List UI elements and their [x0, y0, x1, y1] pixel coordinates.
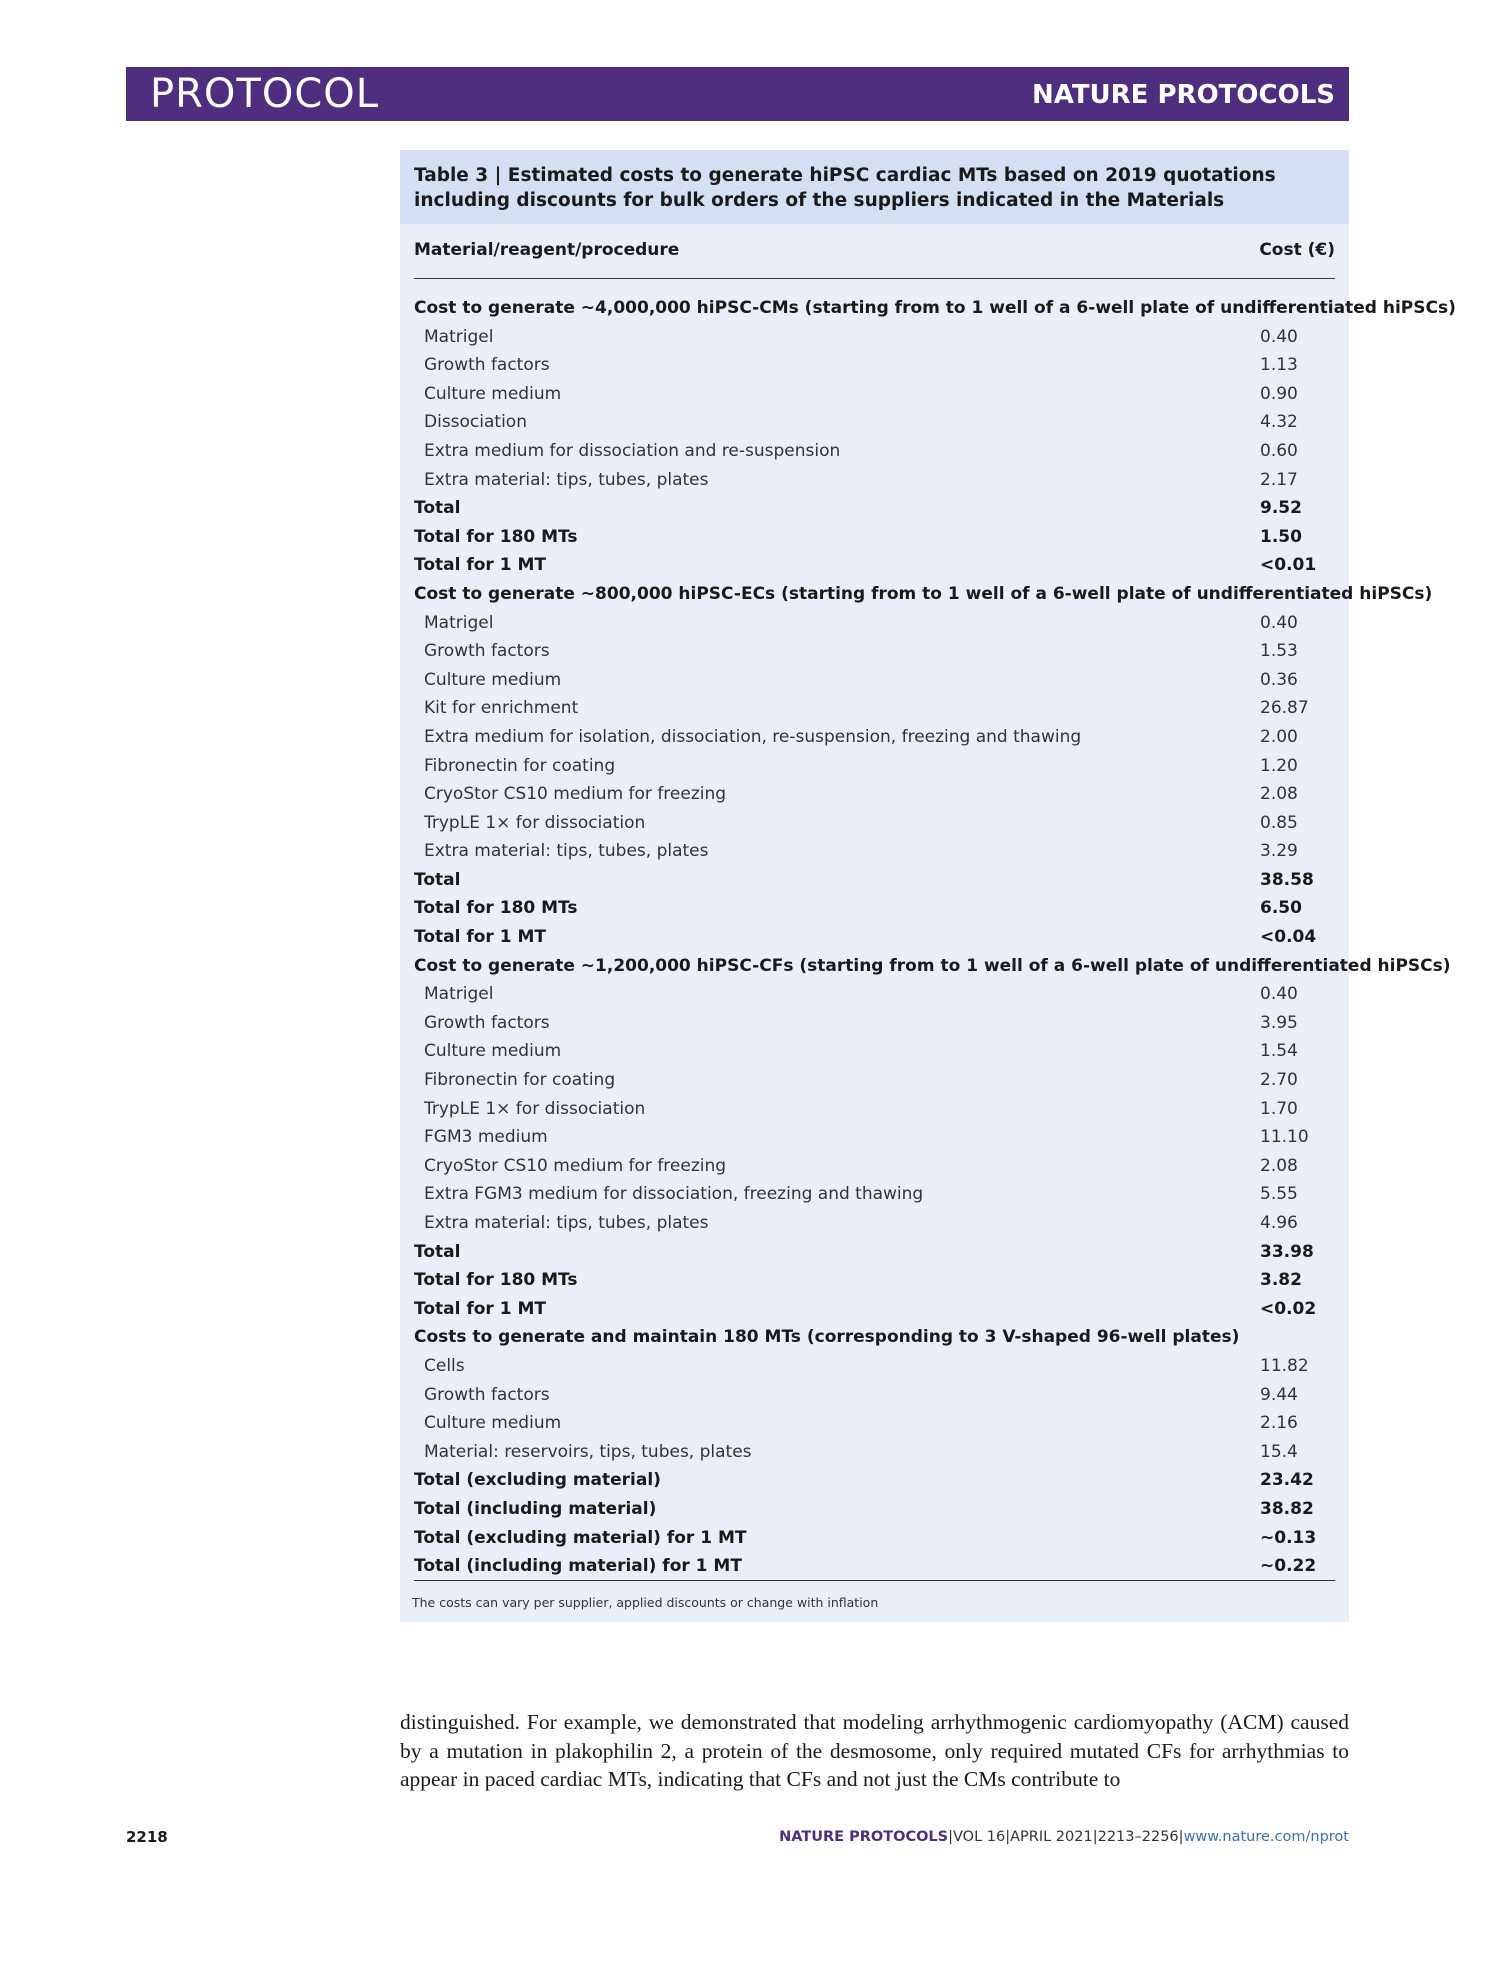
table-row: [414, 1009, 1335, 1038]
body-paragraph: distinguished. For example, we demonstrated that modeling arrhythmogenic cardiomyopathy (ACM) caused by a mutation in plakophilin 2, a protein of the desmosome, only required mutated CFs for arrhythmias to appear in paced cardiac MTs, indicating that CFs and not just the CMs contribute to: [400, 1710, 1349, 1791]
row-label: Growth factors: [424, 641, 550, 662]
table-row: [414, 1381, 1335, 1410]
table-caption-box: [400, 150, 1349, 224]
footer-pages: 2213–2256: [1097, 1829, 1179, 1845]
table-row: [414, 1152, 1335, 1181]
row-label: Costs to generate and maintain 180 MTs (corresponding to 3 V-shaped 96-well plates): [414, 1327, 1240, 1348]
row-label: Kit for enrichment: [424, 698, 579, 719]
table-row: [414, 466, 1335, 495]
table-total-row: [414, 1266, 1335, 1295]
table-body: [414, 294, 1456, 1581]
table-section-heading: [414, 294, 1456, 323]
table-total-row: [414, 866, 1335, 895]
table-total-row: [414, 551, 1335, 580]
footer-volume: VOL 16: [953, 1829, 1006, 1845]
row-cost: 0.85: [1260, 812, 1298, 833]
row-cost: 23.42: [1260, 1470, 1314, 1491]
row-label: Extra medium for isolation, dissociation, re-suspension, freezing and thawing: [424, 726, 1082, 747]
row-cost: 0.36: [1260, 669, 1298, 690]
row-cost: 5.55: [1260, 1184, 1298, 1205]
row-label: Total for 180 MTs: [414, 526, 578, 547]
row-cost: 3.82: [1260, 1270, 1302, 1291]
table-total-row: [414, 1524, 1335, 1553]
table-total-row: [414, 1552, 1335, 1581]
row-label: Total for 1 MT: [414, 927, 546, 948]
row-cost: 0.90: [1260, 383, 1298, 404]
table-section-heading: [414, 952, 1451, 981]
row-label: CryoStor CS10 medium for freezing: [424, 1155, 727, 1176]
header-rule: [414, 278, 1335, 279]
row-cost: 0.40: [1260, 326, 1298, 347]
table-total-row: [414, 1466, 1335, 1495]
row-cost: 2.70: [1260, 1070, 1298, 1091]
row-label: Total: [414, 498, 461, 519]
table-row: [414, 1180, 1335, 1209]
journal-name: NATURE PROTOCOLS: [1031, 80, 1335, 110]
row-label: CryoStor CS10 medium for freezing: [424, 784, 727, 805]
row-label: Total: [414, 1241, 461, 1262]
row-cost: ~0.22: [1260, 1556, 1317, 1577]
table-total-row: [414, 523, 1335, 552]
row-cost: <0.02: [1260, 1298, 1317, 1319]
row-cost: 2.17: [1260, 469, 1298, 490]
row-label: Cost to generate ~800,000 hiPSC-ECs (starting from to 1 well of a 6-well plate of undifferentiated hiPSCs): [414, 583, 1433, 604]
table-row: [414, 666, 1335, 695]
row-cost: 4.32: [1260, 412, 1298, 433]
table-total-row: [414, 1495, 1335, 1524]
footer-date: APRIL 2021: [1010, 1829, 1093, 1845]
row-cost: 1.13: [1260, 355, 1298, 376]
row-label: Matrigel: [424, 326, 494, 347]
row-label: Extra material: tips, tubes, plates: [424, 469, 709, 490]
footer-citation: NATURE PROTOCOLS|VOL 16|APRIL 2021|2213–2256|www.nature.com/nprot: [779, 1829, 1349, 1845]
row-label: Growth factors: [424, 355, 550, 376]
row-label: Culture medium: [424, 1041, 562, 1062]
table-row: [414, 408, 1335, 437]
column-header-cost: Cost (€): [1259, 240, 1335, 260]
bottom-rule: [414, 1580, 1335, 1581]
table-footnote: The costs can vary per supplier, applied discounts or change with inflation: [412, 1595, 879, 1610]
row-label: Fibronectin for coating: [424, 755, 616, 776]
table-row: [414, 1209, 1335, 1238]
row-label: Cells: [424, 1355, 465, 1376]
table-row: [414, 723, 1335, 752]
row-cost: ~0.13: [1260, 1527, 1317, 1548]
row-cost: 2.08: [1260, 1155, 1298, 1176]
table-row: [414, 1095, 1335, 1124]
table-row: [414, 1352, 1335, 1381]
row-label: TrypLE 1× for dissociation: [424, 1098, 646, 1119]
table-row: [414, 351, 1335, 380]
row-label: Total (excluding material): [414, 1470, 661, 1491]
row-cost: 1.70: [1260, 1098, 1298, 1119]
row-cost: 26.87: [1260, 698, 1309, 719]
table-row: [414, 437, 1335, 466]
row-label: Matrigel: [424, 612, 494, 633]
row-cost: 11.10: [1260, 1127, 1309, 1148]
row-label: Extra material: tips, tubes, plates: [424, 1213, 709, 1233]
row-label: Total (including material): [414, 1498, 657, 1519]
row-cost: 11.82: [1260, 1355, 1309, 1376]
table-section-heading: [414, 580, 1433, 609]
row-cost: 1.54: [1260, 1041, 1298, 1062]
table-row: [414, 380, 1335, 409]
table-row: [414, 837, 1335, 866]
row-label: Growth factors: [424, 1384, 550, 1405]
row-label: Dissociation: [424, 412, 527, 433]
row-label: Fibronectin for coating: [424, 1070, 616, 1091]
row-label: Matrigel: [424, 984, 494, 1005]
row-label: Extra medium for dissociation and re-suspension: [424, 440, 841, 461]
row-cost: 2.00: [1260, 726, 1298, 747]
row-label: Extra material: tips, tubes, plates: [424, 841, 709, 862]
table-panel: [400, 150, 1456, 1622]
row-label: TrypLE 1× for dissociation: [424, 812, 646, 833]
row-cost: 0.40: [1260, 984, 1298, 1005]
row-cost: 0.60: [1260, 440, 1298, 461]
row-cost: 33.98: [1260, 1241, 1314, 1262]
table-total-row: [414, 923, 1335, 952]
row-cost: 1.53: [1260, 641, 1298, 662]
row-label: Material: reservoirs, tips, tubes, plates: [424, 1441, 752, 1462]
table-total-row: [414, 1238, 1335, 1267]
row-cost: 1.20: [1260, 755, 1298, 776]
table-row: [414, 323, 1335, 352]
row-label: Culture medium: [424, 669, 562, 690]
row-cost: 15.4: [1260, 1441, 1298, 1462]
row-label: Culture medium: [424, 1413, 562, 1434]
section-label: PROTOCOL: [150, 71, 380, 117]
row-cost: 3.95: [1260, 1012, 1298, 1033]
row-cost: 4.96: [1260, 1213, 1298, 1233]
row-label: Total for 180 MTs: [414, 1270, 578, 1291]
row-label: Growth factors: [424, 1012, 550, 1033]
row-cost: 0.40: [1260, 612, 1298, 633]
table-row: [414, 609, 1335, 638]
table-row: [414, 809, 1335, 838]
table-row: [414, 694, 1335, 723]
row-label: Culture medium: [424, 383, 562, 404]
table-total-row: [414, 494, 1335, 523]
table-row: [414, 752, 1335, 781]
row-cost: 2.08: [1260, 784, 1298, 805]
header-bar: [126, 67, 1349, 121]
table-caption: Table 3 | Estimated costs to generate hiPSC cardiac MTs based on 2019 quotations including discounts for bulk orders of the suppliers indicated in the Materials: [414, 165, 1276, 211]
row-label: Total: [414, 869, 461, 890]
table-row: [414, 1123, 1335, 1152]
page-number: 2218: [126, 1828, 168, 1846]
row-label: Total (including material) for 1 MT: [414, 1556, 742, 1577]
table-total-row: [414, 894, 1335, 923]
row-label: Total (excluding material) for 1 MT: [414, 1527, 747, 1548]
row-cost: 9.52: [1260, 498, 1302, 519]
table-section-heading: [414, 1323, 1335, 1352]
table-row: [414, 1037, 1335, 1066]
table-row: [414, 780, 1335, 809]
table-row: [414, 1438, 1335, 1467]
row-label: Total for 1 MT: [414, 555, 546, 576]
table-row: [414, 1409, 1335, 1438]
row-cost: 6.50: [1260, 898, 1302, 919]
row-cost: <0.01: [1260, 555, 1317, 576]
table-total-row: [414, 1295, 1335, 1324]
footer-journal: NATURE PROTOCOLS: [779, 1829, 949, 1845]
row-label: Total for 180 MTs: [414, 898, 578, 919]
row-cost: 1.50: [1260, 526, 1302, 547]
row-label: Total for 1 MT: [414, 1298, 546, 1319]
row-cost: <0.04: [1260, 927, 1317, 948]
table-row: [414, 980, 1335, 1009]
column-header-material: Material/reagent/procedure: [414, 240, 680, 260]
row-cost: 2.16: [1260, 1413, 1298, 1434]
footer-url[interactable]: www.nature.com/nprot: [1183, 1829, 1349, 1845]
row-label: FGM3 medium: [424, 1127, 548, 1148]
row-label: Cost to generate ~1,200,000 hiPSC-CFs (starting from to 1 well of a 6-well plate of undifferentiated hiPSCs): [414, 955, 1451, 976]
table-row: [414, 1066, 1335, 1095]
row-cost: 38.82: [1260, 1498, 1314, 1519]
row-cost: 38.58: [1260, 869, 1314, 890]
row-cost: 9.44: [1260, 1384, 1298, 1405]
table-row: [414, 637, 1335, 666]
row-label: Extra FGM3 medium for dissociation, freezing and thawing: [424, 1184, 924, 1205]
row-label: Cost to generate ~4,000,000 hiPSC-CMs (starting from to 1 well of a 6-well plate of undifferentiated hiPSCs): [414, 298, 1456, 318]
row-cost: 3.29: [1260, 841, 1298, 862]
